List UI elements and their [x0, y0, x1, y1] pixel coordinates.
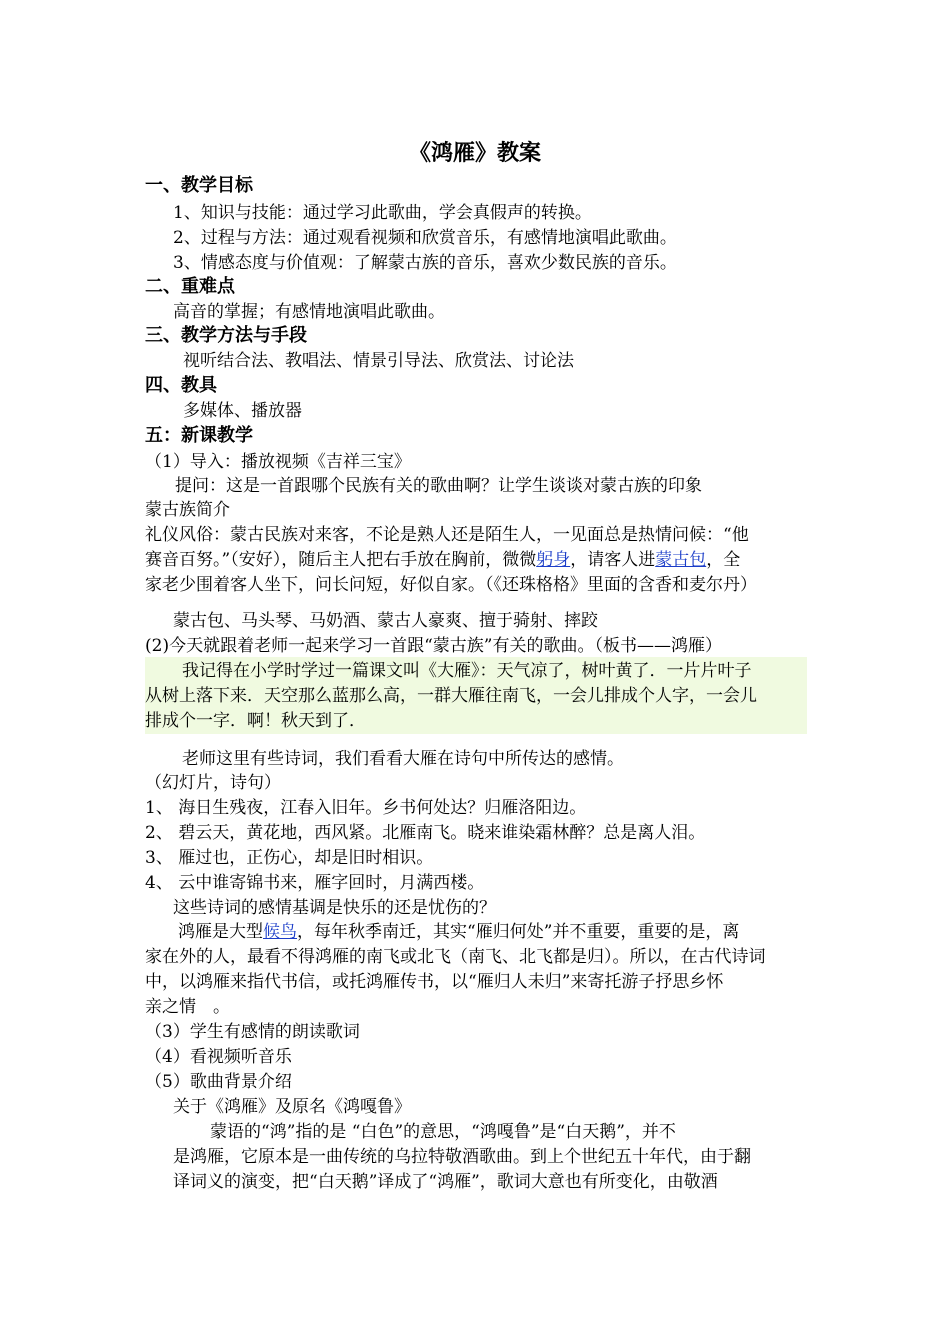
methods-text: 视听结合法、教唱法、情景引导法、欣赏法、讨论法	[183, 351, 574, 371]
poem-2: 2、 碧云天，黄花地，西风紧。北雁南飞。晓来谁染霜林醉？总是离人泪。	[145, 823, 706, 843]
goose-line-2: 家在外的人，最看不得鸿雁的南飞或北飞（南飞、北飞都是归）。所以，在古代诗词	[145, 947, 766, 967]
objective-2: 2、过程与方法：通过观看视频和欣赏音乐，有感情地演唱此歌曲。	[173, 228, 677, 248]
background-line-2: 是鸿雁，它原本是一曲传统的乌拉特敬酒歌曲。到上个世纪五十年代，由于翻	[173, 1147, 751, 1167]
step-5: （5）歌曲背景介绍	[145, 1072, 292, 1092]
document-title: 《鸿雁》教案	[408, 141, 541, 166]
section-heading-objectives: 一、教学目标	[145, 175, 253, 196]
section-heading-tools: 四、教具	[145, 375, 217, 396]
etiquette-line-2: 赛音百努。”（安好），随后主人把右手放在胸前，微微躬身，请客人进蒙古包，全	[145, 550, 741, 570]
mongol-intro-heading: 蒙古族简介	[145, 500, 230, 520]
poems-intro: 老师这里有些诗词，我们看看大雁在诗句中所传达的感情。	[182, 749, 624, 769]
poem-4: 4、 云中谁寄锦书来，雁字回时，月满西楼。	[145, 873, 485, 893]
etiquette-line-1: 礼仪风俗：蒙古民族对来客，不论是熟人还是陌生人，一见面总是热情问候：“他	[145, 525, 749, 545]
background-line-1: 蒙语的“鸿”指的是 “白色”的意思，“鸿嘎鲁”是“白天鹅”，并不	[210, 1122, 676, 1142]
key-points-text: 高音的掌握；有感情地演唱此歌曲。	[173, 302, 445, 322]
poem-3: 3、 雁过也，正伤心，却是旧时相识。	[145, 848, 434, 868]
section-heading-methods: 三、教学方法与手段	[145, 325, 307, 346]
step-2-text: (2)今天就跟着老师一起来学习一首跟“蒙古族”有关的歌曲。（板书——鸿雁）	[145, 636, 722, 656]
section-heading-key-points: 二、重难点	[145, 276, 235, 297]
objective-3: 3、情感态度与价值观：了解蒙古族的音乐，喜欢少数民族的音乐。	[173, 253, 677, 273]
question-text: 提问：这是一首跟哪个民族有关的歌曲啊？让学生谈谈对蒙古族的印象	[175, 476, 702, 496]
highlight-line-1: 我记得在小学时学过一篇课文叫《大雁》：天气凉了，树叶黄了．一片片叶子	[182, 661, 752, 681]
bow-link[interactable]: 躬身	[536, 550, 571, 570]
poem-1: 1、 海日生残夜，江春入旧年。乡书何处达？归雁洛阳边。	[145, 798, 587, 818]
tools-text: 多媒体、播放器	[183, 401, 302, 421]
goose-line-4: 亲之情 。	[145, 997, 230, 1017]
migratory-bird-link[interactable]: 候鸟	[263, 922, 297, 942]
mood-question: 这些诗词的感情基调是快乐的还是忧伤的？	[173, 898, 496, 918]
song-origin-heading: 关于《鸿雁》及原名《鸿嘎鲁》	[173, 1097, 411, 1117]
section-heading-new-lesson: 五：新课教学	[145, 425, 253, 446]
highlight-line-2: 从树上落下来．天空那么蓝那么高，一群大雁往南飞，一会儿排成个人字，一会儿	[145, 686, 757, 706]
etiquette-line-3: 家老少围着客人坐下，问长问短，好似自家。（《还珠格格》里面的含香和麦尔丹）	[145, 575, 757, 595]
yurt-link[interactable]: 蒙古包	[655, 550, 707, 570]
background-line-3: 译词义的演变，把“白天鹅”译成了“鸿雁”，歌词大意也有所变化，由敬酒	[173, 1172, 718, 1192]
step-3: （3）学生有感情的朗读歌词	[145, 1022, 360, 1042]
step-4: （4）看视频听音乐	[145, 1047, 292, 1067]
objective-1: 1、知识与技能：通过学习此歌曲，学会真假声的转换。	[173, 203, 592, 223]
slides-note: （幻灯片，诗句）	[145, 773, 281, 793]
highlight-line-3: 排成个一字．啊！秋天到了．	[145, 711, 366, 731]
goose-line-1: 鸿雁是大型候鸟，每年秋季南迁，其实“雁归何处”并不重要，重要的是，离	[178, 922, 740, 942]
mongol-features: 蒙古包、马头琴、马奶酒、蒙古人豪爽、擅于骑射、摔跤	[173, 611, 598, 631]
goose-line-3: 中，以鸿雁来指代书信，或托鸿雁传书，以“雁归人未归”来寄托游子抒思乡怀	[145, 972, 724, 992]
step-1-intro: （1）导入：播放视频《吉祥三宝》	[145, 452, 411, 472]
